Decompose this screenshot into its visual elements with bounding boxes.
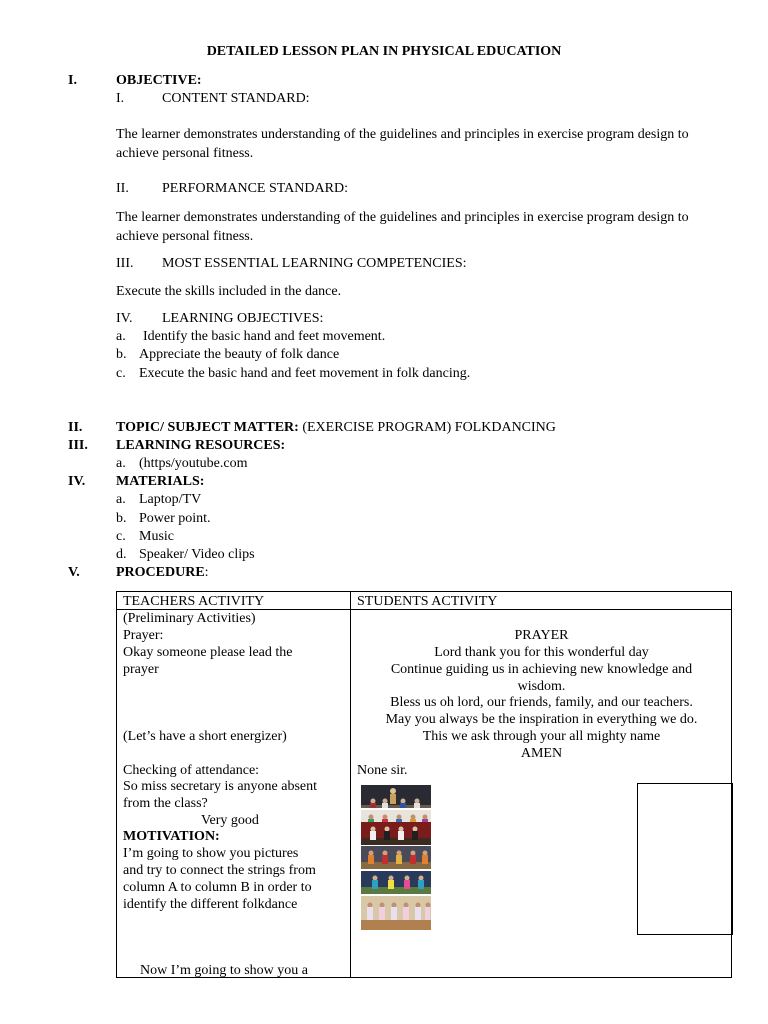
list-item: Appreciate the beauty of folk dance [139, 347, 340, 362]
subsection-heading-competencies: MOST ESSENTIAL LEARNING COMPETENCIES: [162, 256, 467, 271]
teacher-line: Checking of attendance: [123, 763, 260, 778]
list-item: Identify the basic hand and feet movement. [143, 329, 386, 344]
section-heading-materials: MATERIALS: [116, 474, 205, 489]
subsection-number: IV. [116, 311, 133, 326]
teacher-line: So miss secretary is anyone absent [123, 779, 318, 794]
list-item: (https/youtube.com [139, 456, 248, 471]
section-number: V. [68, 565, 80, 580]
folkdance-image [361, 822, 431, 845]
list-letter: c. [116, 529, 126, 544]
list-item: Laptop/TV [139, 492, 202, 507]
list-item: Music [139, 529, 174, 544]
folkdance-image [361, 896, 431, 930]
table-header-student: STUDENTS ACTIVITY [357, 594, 498, 609]
list-letter: a. [116, 329, 126, 344]
section-heading-objective: OBJECTIVE: [116, 73, 202, 88]
subsection-number: II. [116, 181, 129, 196]
teacher-line: and try to connect the strings from [123, 863, 316, 878]
subsection-number: III. [116, 256, 134, 271]
list-item: Power point. [139, 511, 211, 526]
document-title: DETAILED LESSON PLAN IN PHYSICAL EDUCATION [206, 44, 562, 59]
teacher-line: Very good [201, 813, 259, 828]
subsection-heading-learning-objectives: LEARNING OBJECTIVES: [162, 311, 324, 326]
folkdance-image [361, 846, 431, 869]
student-line: Continue guiding us in achieving new knowledge and [390, 662, 693, 677]
table-header-teacher: TEACHERS ACTIVITY [123, 594, 265, 609]
teacher-motivation-heading: MOTIVATION: [123, 829, 220, 844]
student-line: wisdom. [517, 679, 566, 694]
content-standard-text: The learner demonstrates understanding of the guidelines and principles in exercise program design to achieve personal fitness. [116, 127, 689, 161]
student-line: None sir. [357, 763, 408, 778]
section-heading-procedure [116, 564, 209, 581]
list-letter: a. [116, 456, 126, 471]
section-number: IV. [68, 474, 86, 489]
teacher-line: Prayer: [123, 628, 164, 643]
topic-text: (EXERCISE PROGRAM) FOLKDANCING [302, 420, 556, 435]
performance-standard-text: The learner demonstrates understanding of the guidelines and principles in exercise program design to achieve personal fitness. [116, 210, 689, 244]
teacher-line: (Preliminary Activities) [123, 611, 256, 626]
student-line: This we ask through your all mighty name [422, 729, 661, 744]
student-line: Lord thank you for this wonderful day [434, 645, 649, 660]
subsection-heading-content-standard: CONTENT STANDARD: [162, 91, 310, 106]
competencies-text: Execute the skills included in the dance. [116, 284, 342, 299]
topic-label: TOPIC/ SUBJECT MATTER: [116, 420, 299, 435]
list-letter: b. [116, 511, 127, 526]
folkdance-image [361, 785, 431, 808]
student-prayer-title: PRAYER [514, 628, 569, 643]
teacher-line: from the class? [123, 796, 208, 811]
student-line: May you always be the inspiration in everything we do. [385, 712, 698, 727]
student-line: Bless us oh lord, our friends, family, and our teachers. [390, 695, 693, 710]
section-heading-resources: LEARNING RESOURCES: [116, 438, 286, 453]
subsection-number: I. [116, 91, 125, 106]
section-number: I. [68, 73, 77, 88]
list-letter: b. [116, 347, 127, 362]
list-item: Speaker/ Video clips [139, 547, 255, 562]
teacher-line: (Let’s have a short energizer) [123, 729, 287, 744]
procedure-colon: : [204, 565, 209, 580]
section-number: III. [68, 438, 88, 453]
teacher-line: prayer [123, 662, 159, 677]
list-letter: c. [116, 366, 126, 381]
teacher-line: Okay someone please lead the [123, 645, 293, 660]
list-letter: a. [116, 492, 126, 507]
procedure-label: PROCEDURE [116, 565, 205, 580]
teacher-line: Now I’m going to show you a [140, 963, 308, 978]
folkdance-image [361, 871, 431, 894]
section-number: II. [68, 420, 83, 435]
list-letter: d. [116, 547, 127, 562]
list-item: Execute the basic hand and feet movement in folk dancing. [139, 366, 471, 381]
teacher-line: column A to column B in order to [123, 880, 312, 895]
section-heading-topic [116, 419, 556, 436]
teacher-line: I’m going to show you pictures [123, 846, 299, 861]
student-line: AMEN [520, 746, 563, 761]
teacher-line: identify the different folkdance [123, 897, 298, 912]
empty-answer-box [637, 783, 733, 935]
subsection-heading-performance-standard: PERFORMANCE STANDARD: [162, 181, 348, 196]
